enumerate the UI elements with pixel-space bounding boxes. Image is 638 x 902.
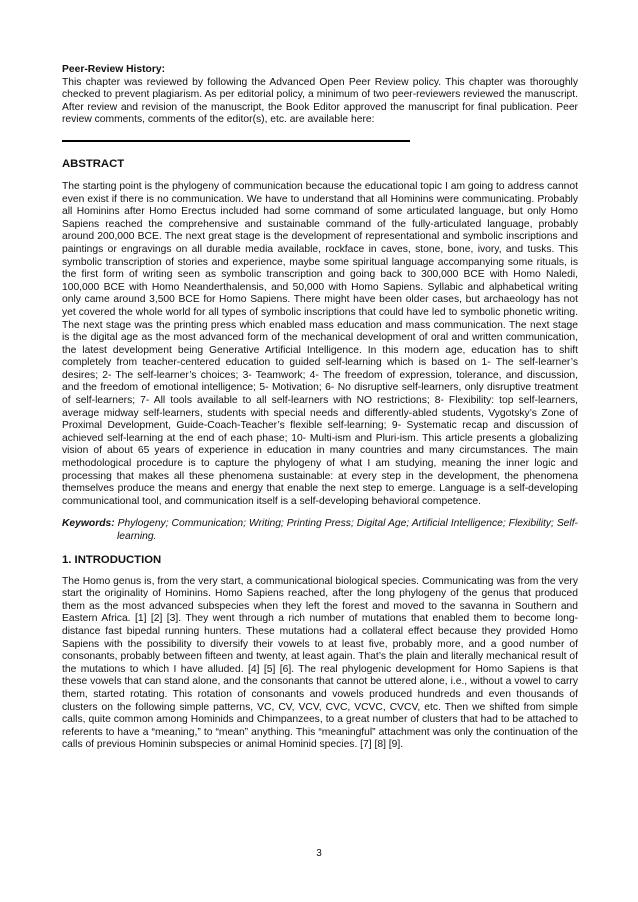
page-number: 3 xyxy=(316,848,322,859)
keywords-text: Phylogeny; Communication; Writing; Printing Press; Digital Age; Artificial Intelligence; Flexibility; Self-learning. xyxy=(117,518,578,542)
abstract-title: ABSTRACT xyxy=(62,157,125,170)
separator-rule xyxy=(62,140,410,142)
introduction-body: The Homo genus is, from the very start, a communicational biological species. Communicating was from the very start the originality of Hominins. Homo Sapiens reached, after the long phylogeny of the genus that produced them as the most advanced subspecies when they left the forest and moved to the savanna in Southern and Eastern Africa. [1] [2] [3]. They went through a rich number of mutations that enabled them to become long-distance fast bipedal running hunters. These mutations had a collateral effect because they provided Homo Sapiens with the possibility to diversify their vowels to at least five, probably more, and a good number of consonants, probably between fifteen and twenty, at least again. That’s the plain and literally mechanical result of the mutations to which I have alluded. [4] [5] [6]. The real phylogenic development for Homo Sapiens is that these vowels that can stand alone, and the consonants that cannot be uttered alone, i.e., without a vowel to carry them, started rotating. This rotation of consonants and vowels produced hundreds and even thousands of clusters on the following simple patterns, VC, CV, VCV, CVC, VCVC, CVCV, etc. Then we shifted from simple calls, quite common among Hominids and Chimpanzees, to a great number of clusters that had to be attached to referents to have a “meaning,” to “mean” anything. This “meaningful” attachment was only the continuation of the calls of previous Hominin subspecies or animal Hominid species. [7] [8] [9]. xyxy=(62,575,578,751)
peer-review-body: This chapter was reviewed by following the Advanced Open Peer Review policy. This chapter was thoroughly checked to prevent plagiarism. As per editorial policy, a minimum of two peer-reviewers reviewed the manuscript. After review and revision of the manuscript, the Book Editor approved the manuscript for final publication. Peer review comments, comments of the editor(s), etc. are available here: xyxy=(62,76,578,126)
keywords-label: Keywords: xyxy=(62,518,115,530)
page-content xyxy=(62,64,578,752)
abstract-body: The starting point is the phylogeny of communication because the educational topic I am going to address cannot even exist if there is no communication. We have to understand that all Hominins were communicating. Probably all Hominins after Homo Erectus included had some command of some articulated language, but only Homo Sapiens reached the comprehensive and sustainable command of the fully-articulated language, probably around 200,000 BCE. The next great stage is the development of representational and symbolic inscriptions and paintings or engravings on all durable media available, rockface in caves, stone, bone, ivory, and tusks. This symbolic transcription of stories and experience, maybe some spiritual language accompanying some rituals, is the first form of writing seen as symbolic transcription and going back to 300,000 BCE with Homo Naledi, 100,000 BCE with Homo Neanderthalensis, and 50,000 with Homo Sapiens. Syllabic and alphabetical writing only came around 3,500 BCE for Homo Sapiens. There might have been older cases, but archaeology has not yet covered the whole world for all types of symbolic inscriptions that could have led to symbolic phonetic writing. The next stage was the printing press which enabled mass education and mass communication. The next stage is the digital age as the most advanced form of the mechanical development of oral and written communication, the latest development being Generative Artificial Intelligence. In this modern age, education has to shift completely from teacher-centered education to guided self-learning which is based on 1- The self-learner’s desires; 2- The self-learner’s choices; 3- Teamwork; 4- The freedom of expression, tolerance, and discussion, and the freedom of emotional intelligence; 5- Motivation; 6- No disruptive self-learners, only disruptive treatment of self-learners; 7- All tools available to all self-learners with NO restrictions; 8- Flexibility: top self-learners, average midway self-learners, students with special needs and differently-abled students, Vygotsky’s Zone of Proximal Development, Guide-Coach-Teacher’s flexible self-learning; 9- Systematic recap and discussion of achieved self-learning at the end of each phase; 10- Multi-ism and Pluri-ism. This article presents a globalizing vision of about 65 years of experience in education in many countries and many circumstances. The main methodological procedure is to capture the phylogeny of what I am studying, meaning the inner logic and processing that makes all these phenomena sustainable: at every step in the development, the phenomena themselves produce the means and energy that enable the next step to emerge. Language is a self-developing communicational tool, and communication itself is a self-developing behavioral competence. xyxy=(62,180,578,507)
peer-review-heading: Peer-Review History: xyxy=(62,64,166,75)
keywords xyxy=(62,518,578,543)
introduction-title: 1. INTRODUCTION xyxy=(62,553,162,566)
